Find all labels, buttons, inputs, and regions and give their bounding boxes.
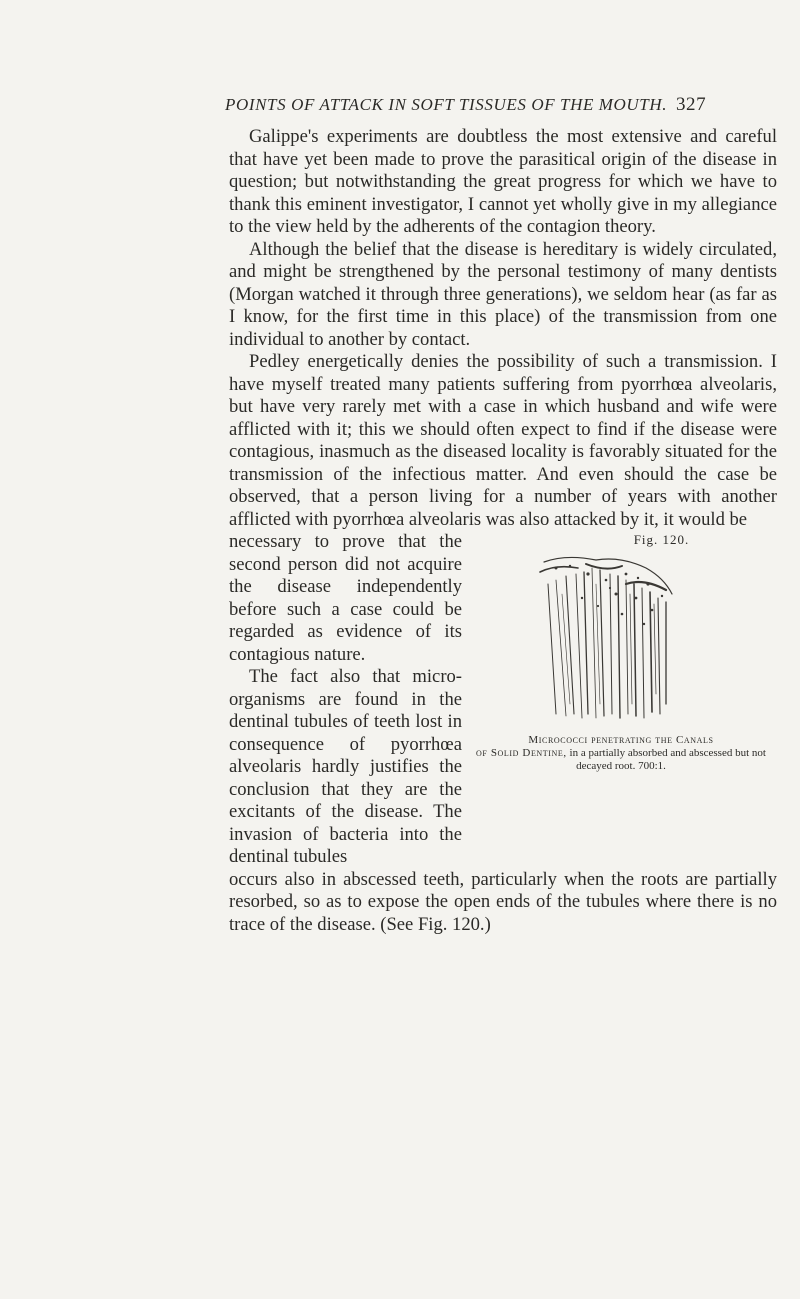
paragraph-continuation: necessary to prove that the second person did not acquire the disease independently before such a case could be regarded as evidence of its contagious nature.	[229, 531, 462, 665]
running-title: POINTS OF ATTACK IN SOFT TISSUES OF THE MOUTH.	[225, 95, 668, 114]
paragraph: Pedley energetically denies the possibility of such a transmission. I have myself treated many patients suffering from pyorrhœa alveolaris, but have very rarely met with a case in which husband and wife were afflicted with it; this we should often expect to find if the disease were contagious, inasmuch as the diseased locality is favorably situated for the transmission of the infectious matter. And even should the case be observed, that a person living for a number of years with another afflicted with pyorrhœa alveolaris was also attacked by it, it would be	[229, 351, 777, 530]
caption-line: Micrococci penetrating the Canals	[528, 733, 714, 746]
wrapped-text-column	[229, 531, 462, 869]
paragraph: The fact also that micro-organisms are found in the dentinal tubules of teeth lost in consequence of pyorrhœa alveolaris hardly justifies the conclusion that they are the excitants of the disease. The invasion of bacteria into the dentinal tubules	[229, 666, 462, 867]
page-number: 327	[675, 94, 707, 115]
figure-120	[474, 529, 769, 773]
body-text	[229, 126, 777, 936]
figure-caption	[476, 734, 766, 773]
paragraph: Although the belief that the disease is hereditary is widely circulated, and might be strengthened by the personal testimony of many dentists (Morgan watched it through three generations), we seldom hear (as far as I know, for the first time in this place) of the transmission from one individual to another by contact.	[229, 238, 777, 350]
paragraph: Galippe's experiments are doubtless the most extensive and careful that have yet been made to prove the parasitical origin of the disease in question; but notwithstanding the great progress for which we have to thank this eminent investigator, I cannot yet wholly give in my allegiance to the view held by the adherents of the contagion theory.	[229, 126, 777, 237]
running-header	[225, 94, 785, 116]
caption-line: in a partially absorbed and abscessed but not decayed root. 700:1.	[569, 746, 766, 772]
micrococci-dentine-illustration	[526, 554, 676, 722]
figure-label: Fig. 120.	[633, 532, 690, 547]
caption-line: of Solid Dentine,	[476, 746, 567, 759]
paragraph-continuation: occurs also in abscessed teeth, particularly when the roots are partially resorbed, so as to expose the open ends of the tubules where there is no trace of the disease. (See Fig. 120.)	[229, 868, 777, 935]
